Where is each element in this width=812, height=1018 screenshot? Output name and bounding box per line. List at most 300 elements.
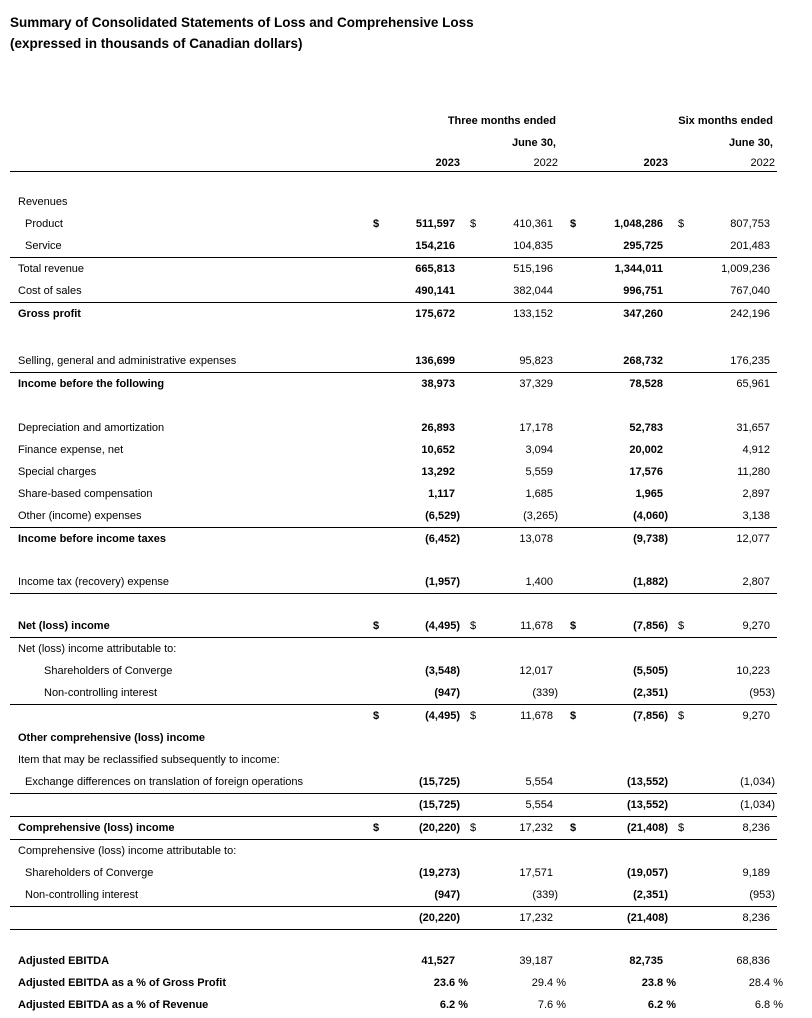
year-header-2022-h: 2022 [690, 154, 777, 172]
value-cell [580, 505, 670, 528]
value-text: (1,882) [633, 576, 668, 588]
value-cell [580, 258, 670, 281]
currency-cell [670, 483, 690, 505]
value-cell [690, 660, 777, 682]
value-text: 665,813 [415, 263, 455, 275]
dollar-sign: $ [570, 710, 577, 722]
value-cell [482, 817, 560, 840]
currency-cell [462, 727, 482, 749]
table-row [10, 303, 777, 326]
value-cell [690, 884, 777, 907]
value-text: 1,400 [525, 576, 553, 588]
value-cell [391, 840, 462, 863]
currency-cell [670, 235, 690, 258]
currency-cell [371, 817, 391, 840]
spacer-cell [10, 395, 777, 417]
value-text: (9,738) [633, 533, 668, 545]
value-cell [690, 461, 777, 483]
value-text: 807,753 [730, 218, 770, 230]
currency-cell [560, 907, 580, 930]
currency-cell [462, 373, 482, 396]
value-text: (2,351) [633, 889, 668, 901]
value-text: (6,529) [425, 510, 460, 522]
table-row [10, 727, 777, 749]
dollar-sign: $ [373, 710, 380, 722]
value-cell [482, 571, 560, 594]
value-text: 12,077 [736, 533, 770, 545]
value-cell [690, 350, 777, 373]
currency-cell [462, 235, 482, 258]
currency-cell [462, 862, 482, 884]
period-group-header-row [10, 110, 777, 132]
value-text: 6.2 % [439, 999, 468, 1011]
header-spacer-cell [10, 132, 371, 154]
value-cell [580, 439, 670, 461]
value-text: (20,220) [419, 822, 460, 834]
currency-cell [371, 571, 391, 594]
table-row [10, 505, 777, 528]
value-text: 13,078 [519, 533, 553, 545]
value-text: 347,260 [623, 308, 663, 320]
row-label: Adjusted EBITDA as a % of Revenue [18, 999, 209, 1011]
currency-cell [670, 862, 690, 884]
spacer-row [10, 325, 777, 350]
currency-cell [462, 528, 482, 551]
currency-cell [462, 571, 482, 594]
currency-cell [462, 794, 482, 817]
year-header-2023-q: 2023 [391, 154, 462, 172]
value-cell [690, 771, 777, 794]
value-text: 78,528 [629, 378, 663, 390]
row-label: Comprehensive (loss) income attributable to: [18, 845, 237, 857]
currency-cell [371, 660, 391, 682]
value-cell [482, 950, 560, 972]
value-cell [391, 191, 462, 213]
currency-cell [462, 638, 482, 661]
spacer-row [10, 395, 777, 417]
currency-cell [670, 439, 690, 461]
value-text: 2,807 [742, 576, 770, 588]
dollar-sign: $ [470, 822, 477, 834]
value-cell [391, 461, 462, 483]
table-row [10, 794, 777, 817]
value-text: (339) [532, 687, 558, 699]
value-text: (2,351) [633, 687, 668, 699]
value-cell [482, 682, 560, 705]
currency-cell [462, 884, 482, 907]
currency-cell [670, 258, 690, 281]
six-months-ended-header: Six months ended [678, 115, 773, 127]
value-text: (4,060) [633, 510, 668, 522]
value-cell [391, 749, 462, 771]
currency-cell [670, 417, 690, 439]
currency-cell [371, 840, 391, 863]
value-text: 11,280 [737, 466, 770, 478]
currency-cell [560, 461, 580, 483]
row-label: Special charges [18, 466, 97, 478]
value-cell [580, 840, 670, 863]
value-cell [482, 439, 560, 461]
value-cell [690, 749, 777, 771]
value-text: 133,152 [513, 308, 553, 320]
value-cell [580, 817, 670, 840]
row-label [10, 794, 371, 817]
value-text: 95,823 [519, 355, 553, 367]
value-text: (1,034) [740, 799, 775, 811]
value-cell [391, 794, 462, 817]
currency-cell [371, 213, 391, 235]
value-cell [580, 571, 670, 594]
row-label [10, 705, 371, 728]
value-text: (6,452) [425, 533, 460, 545]
value-cell [391, 972, 468, 994]
value-text: 12,017 [519, 665, 553, 677]
value-text: 9,270 [742, 620, 770, 632]
dollar-sign: $ [373, 620, 380, 632]
value-text: 410,361 [513, 218, 553, 230]
year-header-row [10, 154, 777, 172]
row-label: Adjusted EBITDA [18, 955, 110, 967]
row-label: Shareholders of Converge [25, 867, 154, 879]
value-text: 8,236 [742, 822, 770, 834]
value-text: 511,597 [415, 218, 455, 230]
value-cell [690, 571, 777, 594]
document-title [0, 0, 812, 54]
table-row [10, 280, 777, 303]
currency-cell [560, 615, 580, 638]
currency-cell [371, 950, 391, 972]
value-cell [580, 749, 670, 771]
value-text: 23.6 % [433, 977, 468, 989]
currency-cell [560, 483, 580, 505]
year-header-2023-h: 2023 [580, 154, 670, 172]
value-cell [690, 373, 777, 396]
value-cell [482, 907, 560, 930]
currency-cell [371, 884, 391, 907]
row-label: Net (loss) income attributable to: [18, 643, 177, 655]
value-text: 17,571 [519, 867, 553, 879]
currency-cell [371, 705, 391, 728]
table-row [10, 705, 777, 728]
row-label: Gross profit [18, 308, 81, 320]
value-cell [690, 638, 777, 661]
currency-cell [560, 771, 580, 794]
value-cell [580, 350, 670, 373]
currency-cell [462, 705, 482, 728]
value-cell [482, 417, 560, 439]
currency-cell [560, 840, 580, 863]
value-cell [391, 505, 462, 528]
value-cell [580, 660, 670, 682]
value-cell [391, 615, 462, 638]
value-text: (947) [434, 687, 460, 699]
value-cell [482, 373, 560, 396]
value-cell [690, 213, 777, 235]
value-text: 767,040 [730, 285, 770, 297]
value-cell [690, 682, 777, 705]
spacer-cell [10, 172, 777, 192]
currency-cell [560, 505, 580, 528]
value-text: (19,057) [627, 867, 668, 879]
row-label: Exchange differences on translation of foreign operations [10, 771, 371, 794]
currency-cell [462, 615, 482, 638]
currency-cell [670, 303, 690, 326]
currency-cell [560, 705, 580, 728]
value-text: 104,835 [513, 240, 553, 252]
currency-cell [462, 303, 482, 326]
spacer-cell [10, 550, 777, 571]
value-text: 9,270 [742, 710, 770, 722]
currency-cell [371, 972, 391, 994]
value-cell [690, 840, 777, 863]
currency-cell [560, 749, 580, 771]
value-cell [482, 615, 560, 638]
dollar-sign: $ [470, 620, 477, 632]
value-cell [391, 682, 462, 705]
value-text: 1,009,236 [721, 263, 770, 275]
financial-statements-table [10, 110, 783, 1016]
value-cell [482, 660, 560, 682]
currency-cell [371, 439, 391, 461]
table-row [10, 235, 777, 258]
value-cell [482, 235, 560, 258]
row-label: Finance expense, net [18, 444, 124, 456]
value-text: (7,856) [633, 620, 668, 632]
value-text: 176,235 [730, 355, 770, 367]
value-text: 3,138 [742, 510, 770, 522]
currency-cell [462, 817, 482, 840]
row-label: Cost of sales [10, 280, 371, 303]
currency-cell [560, 213, 580, 235]
currency-cell [371, 682, 391, 705]
currency-cell [560, 884, 580, 907]
value-cell [391, 705, 462, 728]
value-cell [580, 528, 670, 551]
value-cell [482, 350, 560, 373]
row-label: Income tax (recovery) expense [10, 571, 371, 594]
value-cell [580, 213, 670, 235]
currency-cell [371, 191, 391, 213]
dollar-sign: $ [373, 822, 380, 834]
currency-cell [462, 350, 482, 373]
dollar-sign: $ [470, 218, 477, 230]
currency-cell [371, 350, 391, 373]
value-text: (21,408) [627, 912, 668, 924]
value-text: 52,783 [629, 422, 663, 434]
three-months-ended-header: Three months ended [447, 115, 556, 127]
currency-cell [371, 771, 391, 794]
value-cell [580, 373, 670, 396]
table-row [10, 884, 777, 907]
value-text: (15,725) [419, 799, 460, 811]
value-cell [690, 615, 777, 638]
value-text: (953) [749, 889, 775, 901]
row-label: Item that may be reclassified subsequently to income: [18, 754, 280, 766]
value-text: (953) [749, 687, 775, 699]
value-cell [391, 638, 462, 661]
value-cell [391, 303, 462, 326]
dollar-sign: $ [470, 710, 477, 722]
currency-cell [462, 280, 482, 303]
value-cell [690, 972, 783, 994]
value-text: 65,961 [736, 378, 770, 390]
value-cell [391, 258, 462, 281]
value-text: 996,751 [623, 285, 663, 297]
currency-cell [371, 303, 391, 326]
value-cell [391, 280, 462, 303]
document-title-line2: (expressed in thousands of Canadian dollars) [10, 36, 303, 51]
value-cell [391, 727, 462, 749]
value-text: (19,273) [419, 867, 460, 879]
currency-cell [670, 350, 690, 373]
value-cell [580, 727, 670, 749]
currency-cell [462, 258, 482, 281]
spacer-row [10, 172, 777, 192]
value-cell [482, 884, 560, 907]
value-cell [391, 862, 462, 884]
dollar-sign: $ [373, 218, 380, 230]
spacer-cell [10, 594, 777, 616]
dollar-sign: $ [678, 822, 685, 834]
currency-cell [560, 439, 580, 461]
value-cell [482, 705, 560, 728]
value-text: 10,223 [736, 665, 770, 677]
value-text: (15,725) [419, 776, 460, 788]
currency-cell [462, 682, 482, 705]
currency-cell [560, 258, 580, 281]
table-row [10, 862, 777, 884]
spacer-cell [10, 325, 777, 350]
currency-cell [670, 191, 690, 213]
value-cell [391, 771, 462, 794]
currency-cell [670, 771, 690, 794]
value-text: 38,973 [421, 378, 455, 390]
value-cell [391, 439, 462, 461]
value-cell [690, 705, 777, 728]
table-row [10, 191, 777, 213]
value-text: (13,552) [627, 799, 668, 811]
dollar-sign: $ [678, 710, 685, 722]
value-text: 17,232 [519, 822, 553, 834]
value-text: (1,957) [425, 576, 460, 588]
currency-cell [670, 615, 690, 638]
value-text: 5,559 [525, 466, 553, 478]
value-cell [482, 258, 560, 281]
value-cell [482, 461, 560, 483]
six-months-date-header: June 30, [728, 137, 773, 149]
row-label: Net (loss) income [10, 615, 371, 638]
row-label: Revenues [18, 196, 68, 208]
currency-cell [462, 417, 482, 439]
header-spacer-cell [10, 110, 371, 132]
currency-cell [371, 862, 391, 884]
period-date-header-row [10, 132, 777, 154]
value-cell [690, 528, 777, 551]
value-text: 31,657 [736, 422, 770, 434]
spacer-row [10, 550, 777, 571]
value-text: 268,732 [623, 355, 663, 367]
currency-cell [371, 528, 391, 551]
value-cell [482, 794, 560, 817]
currency-cell [670, 528, 690, 551]
value-cell [391, 907, 462, 930]
value-text: 201,483 [730, 240, 770, 252]
value-cell [482, 505, 560, 528]
row-label: Product [25, 218, 63, 230]
table-row [10, 258, 777, 281]
currency-cell [670, 794, 690, 817]
currency-cell [462, 439, 482, 461]
row-label: Other comprehensive (loss) income [18, 732, 206, 744]
currency-cell [371, 794, 391, 817]
currency-cell [462, 950, 482, 972]
value-text: 11,678 [520, 620, 553, 632]
value-cell [690, 505, 777, 528]
currency-cell [371, 907, 391, 930]
currency-cell [560, 417, 580, 439]
table-row [10, 771, 777, 794]
value-cell [690, 817, 777, 840]
value-cell [690, 258, 777, 281]
currency-cell [670, 213, 690, 235]
value-text: 7.6 % [537, 999, 566, 1011]
currency-cell [462, 191, 482, 213]
value-cell [690, 794, 777, 817]
value-text: (947) [434, 889, 460, 901]
value-cell [482, 972, 566, 994]
currency-cell [670, 727, 690, 749]
value-cell [580, 417, 670, 439]
value-text: 37,329 [519, 378, 553, 390]
value-text: 29.4 % [531, 977, 566, 989]
row-label [10, 907, 371, 930]
value-cell [482, 191, 560, 213]
value-text: (5,505) [633, 665, 668, 677]
dollar-sign: $ [678, 620, 685, 632]
currency-cell [371, 994, 391, 1016]
currency-cell [560, 950, 580, 972]
table-row [10, 571, 777, 594]
row-label: Other (income) expenses [10, 505, 371, 528]
value-cell [482, 528, 560, 551]
currency-cell [560, 862, 580, 884]
table-row [10, 615, 777, 638]
three-months-date-header: June 30, [511, 137, 556, 149]
dollar-sign: $ [570, 822, 577, 834]
value-text: 136,699 [415, 355, 455, 367]
value-text: 13,292 [421, 466, 455, 478]
value-text: 1,685 [525, 488, 553, 500]
row-label: Depreciation and amortization [18, 422, 165, 434]
currency-cell [670, 705, 690, 728]
currency-cell [371, 235, 391, 258]
table-row [10, 483, 777, 505]
value-cell [391, 483, 462, 505]
value-text: (3,265) [523, 510, 558, 522]
table-row [10, 373, 777, 396]
value-text: 2,897 [742, 488, 770, 500]
document-title-line1: Summary of Consolidated Statements of Loss and Comprehensive Loss [10, 15, 474, 30]
value-text: 1,344,011 [614, 263, 663, 275]
value-cell [580, 615, 670, 638]
table-row [10, 907, 777, 930]
currency-cell [462, 505, 482, 528]
currency-cell [371, 505, 391, 528]
row-label: Comprehensive (loss) income [10, 817, 371, 840]
currency-cell [371, 461, 391, 483]
value-cell [482, 638, 560, 661]
value-cell [482, 994, 566, 1016]
